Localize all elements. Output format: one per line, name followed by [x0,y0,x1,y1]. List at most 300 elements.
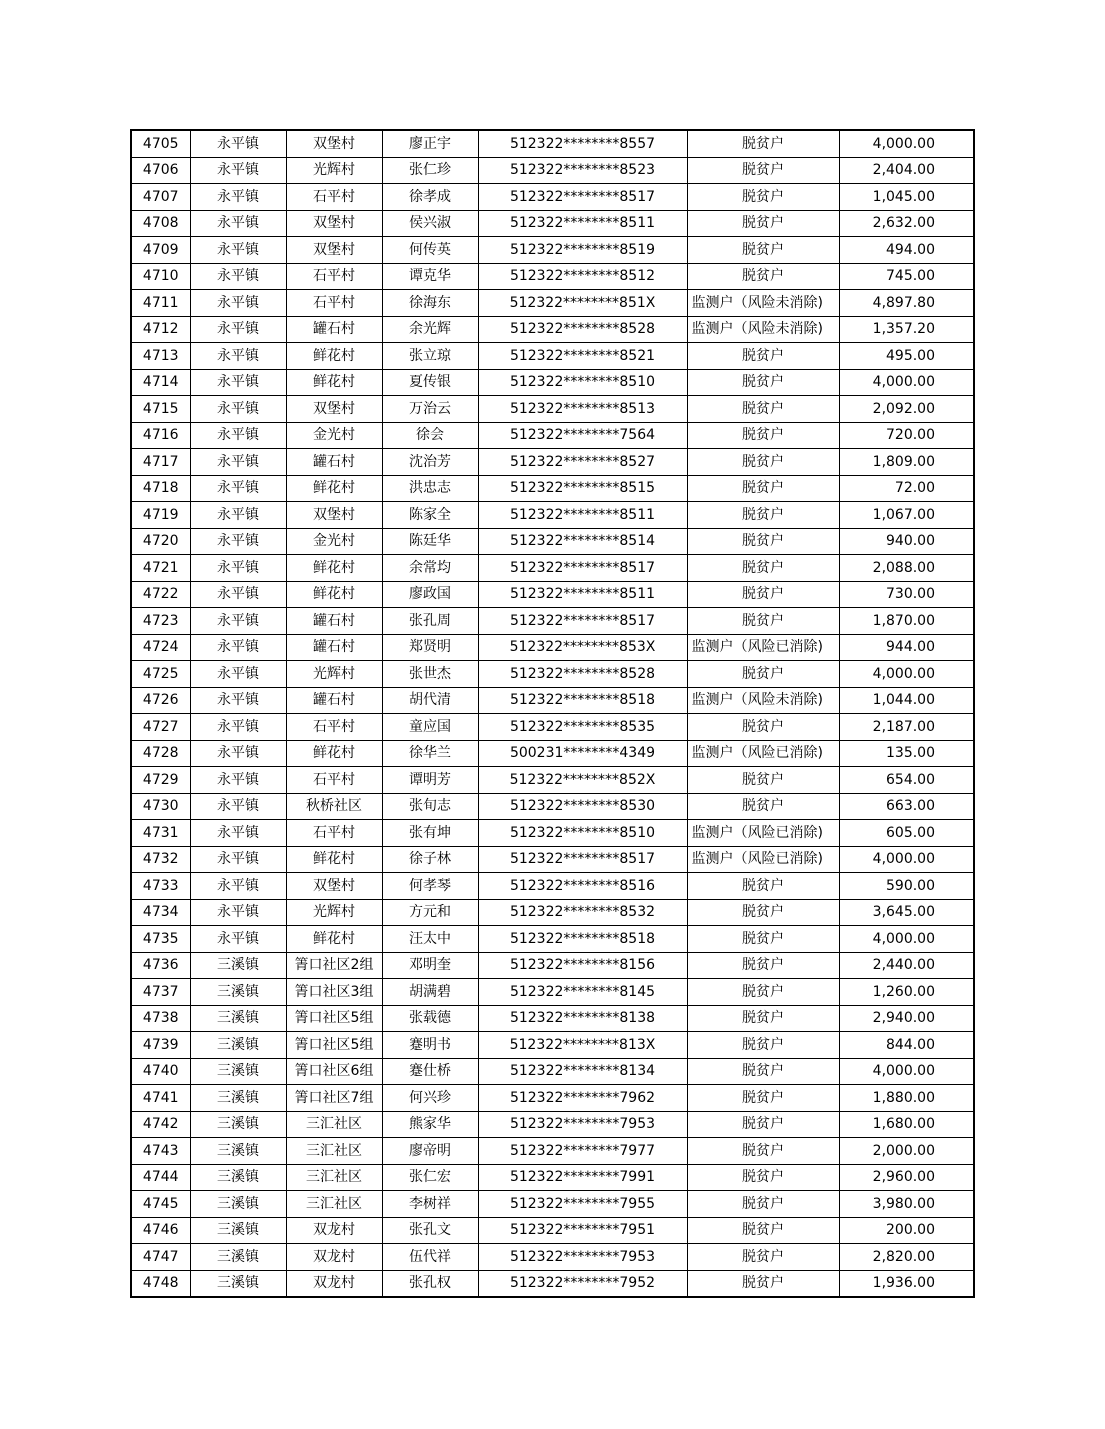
village-cell: 双堡村 [286,502,382,529]
table-row [131,634,974,661]
town-cell: 永平镇 [190,846,286,873]
town-cell: 永平镇 [190,396,286,423]
name-cell: 伍代祥 [382,1244,478,1271]
row-number-cell: 4746 [131,1217,190,1244]
town-cell: 永平镇 [190,263,286,290]
amount-cell: 1,260.00 [839,979,974,1006]
id-number-cell: 512322********7953 [478,1111,687,1138]
town-cell: 三溪镇 [190,1244,286,1271]
household-type-cell: 脱贫户 [687,449,839,476]
row-number-cell: 4743 [131,1138,190,1165]
town-cell: 永平镇 [190,873,286,900]
amount-cell: 135.00 [839,740,974,767]
amount-cell: 844.00 [839,1032,974,1059]
id-number-cell: 512322********7952 [478,1270,687,1297]
household-type-cell: 脱贫户 [687,873,839,900]
id-number-cell: 512322********7991 [478,1164,687,1191]
town-cell: 三溪镇 [190,1270,286,1297]
household-type-cell: 脱贫户 [687,926,839,953]
amount-cell: 72.00 [839,475,974,502]
table-row [131,820,974,847]
name-cell: 徐孝成 [382,184,478,211]
amount-cell: 4,000.00 [839,130,974,157]
name-cell: 谭克华 [382,263,478,290]
village-cell: 双堡村 [286,130,382,157]
id-number-cell: 512322********813X [478,1032,687,1059]
row-number-cell: 4709 [131,237,190,264]
household-type-cell: 脱贫户 [687,793,839,820]
village-cell: 鲜花村 [286,740,382,767]
id-number-cell: 512322********8519 [478,237,687,264]
amount-cell: 1,870.00 [839,608,974,635]
id-number-cell: 512322********7953 [478,1244,687,1271]
amount-cell: 2,088.00 [839,555,974,582]
name-cell: 张旬志 [382,793,478,820]
household-type-cell: 脱贫户 [687,555,839,582]
village-cell: 三汇社区 [286,1164,382,1191]
table-row [131,767,974,794]
town-cell: 永平镇 [190,714,286,741]
row-number-cell: 4728 [131,740,190,767]
row-number-cell: 4730 [131,793,190,820]
name-cell: 童应国 [382,714,478,741]
id-number-cell: 512322********7962 [478,1085,687,1112]
household-type-cell: 脱贫户 [687,157,839,184]
amount-cell: 730.00 [839,581,974,608]
row-number-cell: 4705 [131,130,190,157]
village-cell: 石平村 [286,290,382,317]
amount-cell: 1,357.20 [839,316,974,343]
amount-cell: 3,645.00 [839,899,974,926]
town-cell: 三溪镇 [190,1138,286,1165]
table-body [131,130,974,1297]
amount-cell: 494.00 [839,237,974,264]
table-row [131,1005,974,1032]
table-row [131,793,974,820]
household-type-cell: 脱贫户 [687,528,839,555]
household-type-cell: 监测户（风险已消除) [687,740,839,767]
table-row [131,396,974,423]
name-cell: 陈廷华 [382,528,478,555]
town-cell: 永平镇 [190,475,286,502]
name-cell: 张孔文 [382,1217,478,1244]
household-type-cell: 脱贫户 [687,899,839,926]
name-cell: 张有坤 [382,820,478,847]
village-cell: 光辉村 [286,157,382,184]
id-number-cell: 512322********7951 [478,1217,687,1244]
amount-cell: 590.00 [839,873,974,900]
town-cell: 三溪镇 [190,1111,286,1138]
household-type-cell: 脱贫户 [687,581,839,608]
id-number-cell: 512322********8512 [478,263,687,290]
name-cell: 熊家华 [382,1111,478,1138]
id-number-cell: 512322********8530 [478,793,687,820]
name-cell: 陈家全 [382,502,478,529]
id-number-cell: 512322********8515 [478,475,687,502]
household-type-cell: 脱贫户 [687,369,839,396]
name-cell: 蹇仕桥 [382,1058,478,1085]
id-number-cell: 512322********7955 [478,1191,687,1218]
name-cell: 夏传银 [382,369,478,396]
town-cell: 三溪镇 [190,1058,286,1085]
id-number-cell: 512322********8523 [478,157,687,184]
town-cell: 永平镇 [190,767,286,794]
town-cell: 永平镇 [190,449,286,476]
name-cell: 邓明奎 [382,952,478,979]
id-number-cell: 512322********852X [478,767,687,794]
household-type-cell: 监测户（风险未消除) [687,687,839,714]
amount-cell: 720.00 [839,422,974,449]
row-number-cell: 4726 [131,687,190,714]
town-cell: 永平镇 [190,661,286,688]
household-type-cell: 脱贫户 [687,422,839,449]
name-cell: 胡满碧 [382,979,478,1006]
household-type-cell: 监测户（风险已消除) [687,634,839,661]
name-cell: 蹇明书 [382,1032,478,1059]
village-cell: 箐口社区5组 [286,1005,382,1032]
amount-cell: 2,440.00 [839,952,974,979]
table-row [131,873,974,900]
household-type-cell: 监测户（风险已消除) [687,820,839,847]
household-type-cell: 脱贫户 [687,1005,839,1032]
row-number-cell: 4717 [131,449,190,476]
table-row [131,475,974,502]
name-cell: 谭明芳 [382,767,478,794]
row-number-cell: 4740 [131,1058,190,1085]
row-number-cell: 4706 [131,157,190,184]
table-row [131,1058,974,1085]
household-type-cell: 脱贫户 [687,1217,839,1244]
village-cell: 金光村 [286,422,382,449]
town-cell: 永平镇 [190,369,286,396]
row-number-cell: 4744 [131,1164,190,1191]
id-number-cell: 500231********4349 [478,740,687,767]
town-cell: 永平镇 [190,555,286,582]
id-number-cell: 512322********8513 [478,396,687,423]
id-number-cell: 512322********8514 [478,528,687,555]
town-cell: 永平镇 [190,634,286,661]
row-number-cell: 4723 [131,608,190,635]
town-cell: 永平镇 [190,793,286,820]
row-number-cell: 4727 [131,714,190,741]
row-number-cell: 4707 [131,184,190,211]
name-cell: 徐子林 [382,846,478,873]
table-row [131,740,974,767]
amount-cell: 2,632.00 [839,210,974,237]
table-row [131,130,974,157]
table-row [131,449,974,476]
household-type-cell: 脱贫户 [687,714,839,741]
village-cell: 石平村 [286,820,382,847]
village-cell: 罐石村 [286,608,382,635]
row-number-cell: 4719 [131,502,190,529]
amount-cell: 4,897.80 [839,290,974,317]
amount-cell: 663.00 [839,793,974,820]
village-cell: 鲜花村 [286,926,382,953]
household-type-cell: 脱贫户 [687,1244,839,1271]
household-type-cell: 脱贫户 [687,952,839,979]
table-row [131,979,974,1006]
village-cell: 石平村 [286,263,382,290]
village-cell: 光辉村 [286,899,382,926]
row-number-cell: 4720 [131,528,190,555]
village-cell: 箐口社区7组 [286,1085,382,1112]
id-number-cell: 512322********8511 [478,210,687,237]
name-cell: 徐会 [382,422,478,449]
table-row [131,581,974,608]
town-cell: 三溪镇 [190,979,286,1006]
town-cell: 永平镇 [190,502,286,529]
village-cell: 双龙村 [286,1217,382,1244]
town-cell: 永平镇 [190,184,286,211]
household-type-cell: 脱贫户 [687,1270,839,1297]
table-row [131,237,974,264]
town-cell: 永平镇 [190,343,286,370]
amount-cell: 1,936.00 [839,1270,974,1297]
table-row [131,528,974,555]
table-row [131,502,974,529]
amount-cell: 654.00 [839,767,974,794]
amount-cell: 2,404.00 [839,157,974,184]
name-cell: 何传英 [382,237,478,264]
amount-cell: 2,960.00 [839,1164,974,1191]
id-number-cell: 512322********8145 [478,979,687,1006]
table-row [131,157,974,184]
table-row [131,952,974,979]
household-type-cell: 脱贫户 [687,343,839,370]
amount-cell: 4,000.00 [839,661,974,688]
row-number-cell: 4722 [131,581,190,608]
amount-cell: 605.00 [839,820,974,847]
row-number-cell: 4715 [131,396,190,423]
name-cell: 何孝琴 [382,873,478,900]
town-cell: 三溪镇 [190,952,286,979]
name-cell: 徐海东 [382,290,478,317]
town-cell: 永平镇 [190,899,286,926]
table-row [131,1085,974,1112]
name-cell: 张立琼 [382,343,478,370]
amount-cell: 2,000.00 [839,1138,974,1165]
village-cell: 鲜花村 [286,369,382,396]
name-cell: 廖正宇 [382,130,478,157]
row-number-cell: 4737 [131,979,190,1006]
table-row [131,661,974,688]
id-number-cell: 512322********8156 [478,952,687,979]
row-number-cell: 4711 [131,290,190,317]
row-number-cell: 4710 [131,263,190,290]
village-cell: 罐石村 [286,634,382,661]
village-cell: 箐口社区5组 [286,1032,382,1059]
id-number-cell: 512322********8527 [478,449,687,476]
town-cell: 永平镇 [190,237,286,264]
town-cell: 永平镇 [190,290,286,317]
row-number-cell: 4724 [131,634,190,661]
household-type-cell: 脱贫户 [687,608,839,635]
name-cell: 何兴珍 [382,1085,478,1112]
household-type-cell: 脱贫户 [687,237,839,264]
amount-cell: 940.00 [839,528,974,555]
household-type-cell: 脱贫户 [687,1032,839,1059]
row-number-cell: 4736 [131,952,190,979]
household-type-cell: 脱贫户 [687,502,839,529]
name-cell: 郑贤明 [382,634,478,661]
village-cell: 鲜花村 [286,581,382,608]
row-number-cell: 4731 [131,820,190,847]
id-number-cell: 512322********8138 [478,1005,687,1032]
household-type-cell: 脱贫户 [687,210,839,237]
village-cell: 罐石村 [286,449,382,476]
row-number-cell: 4734 [131,899,190,926]
table-row [131,926,974,953]
household-type-cell: 监测户（风险未消除) [687,316,839,343]
town-cell: 永平镇 [190,581,286,608]
village-cell: 鲜花村 [286,846,382,873]
row-number-cell: 4714 [131,369,190,396]
household-type-cell: 脱贫户 [687,1164,839,1191]
name-cell: 洪忠志 [382,475,478,502]
table-row [131,316,974,343]
village-cell: 石平村 [286,714,382,741]
village-cell: 鲜花村 [286,343,382,370]
table-row [131,846,974,873]
table-row [131,1191,974,1218]
row-number-cell: 4718 [131,475,190,502]
village-cell: 光辉村 [286,661,382,688]
id-number-cell: 512322********8528 [478,661,687,688]
amount-cell: 2,940.00 [839,1005,974,1032]
amount-cell: 2,092.00 [839,396,974,423]
village-cell: 双龙村 [286,1244,382,1271]
household-type-cell: 脱贫户 [687,979,839,1006]
id-number-cell: 512322********8517 [478,846,687,873]
row-number-cell: 4738 [131,1005,190,1032]
row-number-cell: 4741 [131,1085,190,1112]
village-cell: 箐口社区3组 [286,979,382,1006]
household-type-cell: 脱贫户 [687,263,839,290]
table-row [131,210,974,237]
village-cell: 鲜花村 [286,475,382,502]
town-cell: 永平镇 [190,157,286,184]
town-cell: 三溪镇 [190,1217,286,1244]
village-cell: 双堡村 [286,237,382,264]
id-number-cell: 512322********8517 [478,555,687,582]
town-cell: 永平镇 [190,820,286,847]
id-number-cell: 512322********8511 [478,502,687,529]
table-row [131,184,974,211]
village-cell: 石平村 [286,767,382,794]
table-row [131,1217,974,1244]
name-cell: 余常均 [382,555,478,582]
town-cell: 永平镇 [190,422,286,449]
village-cell: 三汇社区 [286,1138,382,1165]
amount-cell: 1,680.00 [839,1111,974,1138]
amount-cell: 1,067.00 [839,502,974,529]
village-cell: 鲜花村 [286,555,382,582]
household-type-cell: 脱贫户 [687,1191,839,1218]
id-number-cell: 512322********853X [478,634,687,661]
table-row [131,1270,974,1297]
town-cell: 三溪镇 [190,1085,286,1112]
amount-cell: 200.00 [839,1217,974,1244]
household-type-cell: 脱贫户 [687,767,839,794]
town-cell: 永平镇 [190,130,286,157]
name-cell: 张仁宏 [382,1164,478,1191]
amount-cell: 1,809.00 [839,449,974,476]
household-type-cell: 脱贫户 [687,661,839,688]
name-cell: 李树祥 [382,1191,478,1218]
id-number-cell: 512322********8517 [478,184,687,211]
village-cell: 箐口社区2组 [286,952,382,979]
name-cell: 胡代清 [382,687,478,714]
amount-cell: 4,000.00 [839,369,974,396]
village-cell: 秋桥社区 [286,793,382,820]
amount-cell: 4,000.00 [839,926,974,953]
village-cell: 三汇社区 [286,1111,382,1138]
id-number-cell: 512322********8134 [478,1058,687,1085]
amount-cell: 495.00 [839,343,974,370]
row-number-cell: 4733 [131,873,190,900]
table-row [131,1138,974,1165]
name-cell: 徐华兰 [382,740,478,767]
town-cell: 永平镇 [190,608,286,635]
table-row [131,290,974,317]
name-cell: 张孔权 [382,1270,478,1297]
town-cell: 永平镇 [190,210,286,237]
village-cell: 罐石村 [286,316,382,343]
table-row [131,608,974,635]
name-cell: 方元和 [382,899,478,926]
table-row [131,687,974,714]
id-number-cell: 512322********8518 [478,926,687,953]
name-cell: 张孔周 [382,608,478,635]
amount-cell: 1,044.00 [839,687,974,714]
amount-cell: 1,045.00 [839,184,974,211]
village-cell: 三汇社区 [286,1191,382,1218]
table-row [131,422,974,449]
household-type-cell: 脱贫户 [687,1058,839,1085]
row-number-cell: 4745 [131,1191,190,1218]
id-number-cell: 512322********8511 [478,581,687,608]
village-cell: 箐口社区6组 [286,1058,382,1085]
household-type-cell: 监测户（风险已消除) [687,846,839,873]
table-row [131,899,974,926]
id-number-cell: 512322********7977 [478,1138,687,1165]
amount-cell: 2,187.00 [839,714,974,741]
amount-cell: 3,980.00 [839,1191,974,1218]
id-number-cell: 512322********8557 [478,130,687,157]
household-type-cell: 脱贫户 [687,1138,839,1165]
name-cell: 侯兴淑 [382,210,478,237]
town-cell: 永平镇 [190,926,286,953]
id-number-cell: 512322********8535 [478,714,687,741]
table-row [131,1164,974,1191]
name-cell: 汪太中 [382,926,478,953]
table-row [131,1032,974,1059]
amount-cell: 745.00 [839,263,974,290]
beneficiary-table [130,129,975,1298]
village-cell: 石平村 [286,184,382,211]
row-number-cell: 4708 [131,210,190,237]
row-number-cell: 4729 [131,767,190,794]
town-cell: 三溪镇 [190,1005,286,1032]
town-cell: 三溪镇 [190,1191,286,1218]
id-number-cell: 512322********8510 [478,369,687,396]
household-type-cell: 脱贫户 [687,1111,839,1138]
village-cell: 金光村 [286,528,382,555]
town-cell: 永平镇 [190,316,286,343]
household-type-cell: 脱贫户 [687,184,839,211]
name-cell: 万治云 [382,396,478,423]
